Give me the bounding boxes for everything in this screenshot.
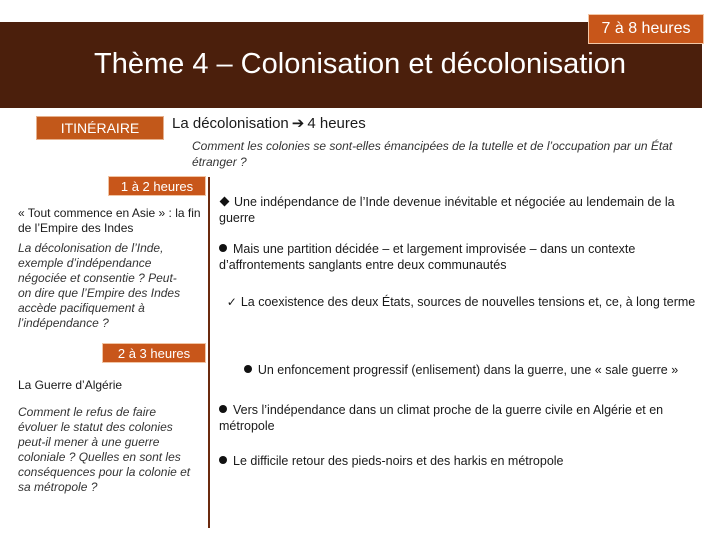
section1-hours-tag: 1 à 2 heures bbox=[108, 176, 206, 196]
page-title: Thème 4 – Colonisation et décolonisation bbox=[94, 48, 626, 80]
bullet-text: Un enfoncement progressif (enlisement) dans la guerre, une « sale guerre » bbox=[257, 363, 679, 377]
section2-title: La Guerre d’Algérie bbox=[18, 378, 123, 392]
right-arrow-icon: ➔ bbox=[291, 115, 305, 132]
section1-bullet bbox=[219, 294, 703, 310]
dot-bullet-icon bbox=[219, 456, 227, 464]
section1-bullet bbox=[219, 241, 703, 273]
itinerary-label: ITINÉRAIRE bbox=[36, 116, 164, 140]
dot-bullet-icon bbox=[219, 405, 227, 413]
itinerary-heading-prefix: La décolonisation bbox=[172, 115, 289, 132]
bullet-text: Une indépendance de l’Inde devenue inévitable et négociée au lendemain de la guerre bbox=[219, 195, 675, 225]
itinerary-heading-suffix: 4 heures bbox=[307, 115, 366, 132]
bullet-text: La coexistence des deux États, sources de nouvelles tensions et, ce, à long terme bbox=[240, 295, 696, 309]
section1-bullet bbox=[219, 194, 703, 226]
section1-question: La décolonisation de l’Inde, exemple d’indépendance négociée et consentie ? Peut-on dire que l’Empire des Indes accède pacifiquement à l’indépendance ? bbox=[18, 241, 181, 330]
bullet-text: Mais une partition décidée – et largement improvisée – dans un contexte d’affrontements sanglants entre deux communautés bbox=[219, 242, 636, 272]
itinerary-question: Comment les colonies se sont-elles émancipées de la tutelle et de l’occupation par un État étranger ? bbox=[192, 139, 673, 169]
hours-badge: 7 à 8 heures bbox=[588, 14, 704, 44]
section2-bullet bbox=[219, 453, 703, 469]
section2-question: Comment le refus de faire évoluer le statut des colonies peut-il mener à une guerre coloniale ? Quelles en sont les conséquences pour la colonie et sa métropole ? bbox=[18, 405, 191, 494]
dot-bullet-icon bbox=[244, 365, 252, 373]
section2-bullet bbox=[219, 402, 703, 434]
itinerary-heading bbox=[172, 114, 366, 132]
section1-title: « Tout commence en Asie » : la fin de l’Empire des Indes bbox=[18, 206, 201, 235]
check-bullet-icon: ✓ bbox=[226, 295, 237, 309]
section2-bullet bbox=[219, 362, 703, 378]
bullet-text: Le difficile retour des pieds-noirs et des harkis en métropole bbox=[233, 454, 564, 468]
bullet-text: Vers l’indépendance dans un climat proche de la guerre civile en Algérie et en métropole bbox=[219, 403, 664, 433]
section2-hours-tag: 2 à 3 heures bbox=[102, 343, 206, 363]
dot-bullet-icon bbox=[219, 244, 227, 252]
diamond-bullet-icon bbox=[220, 197, 230, 207]
vertical-divider bbox=[208, 177, 210, 528]
